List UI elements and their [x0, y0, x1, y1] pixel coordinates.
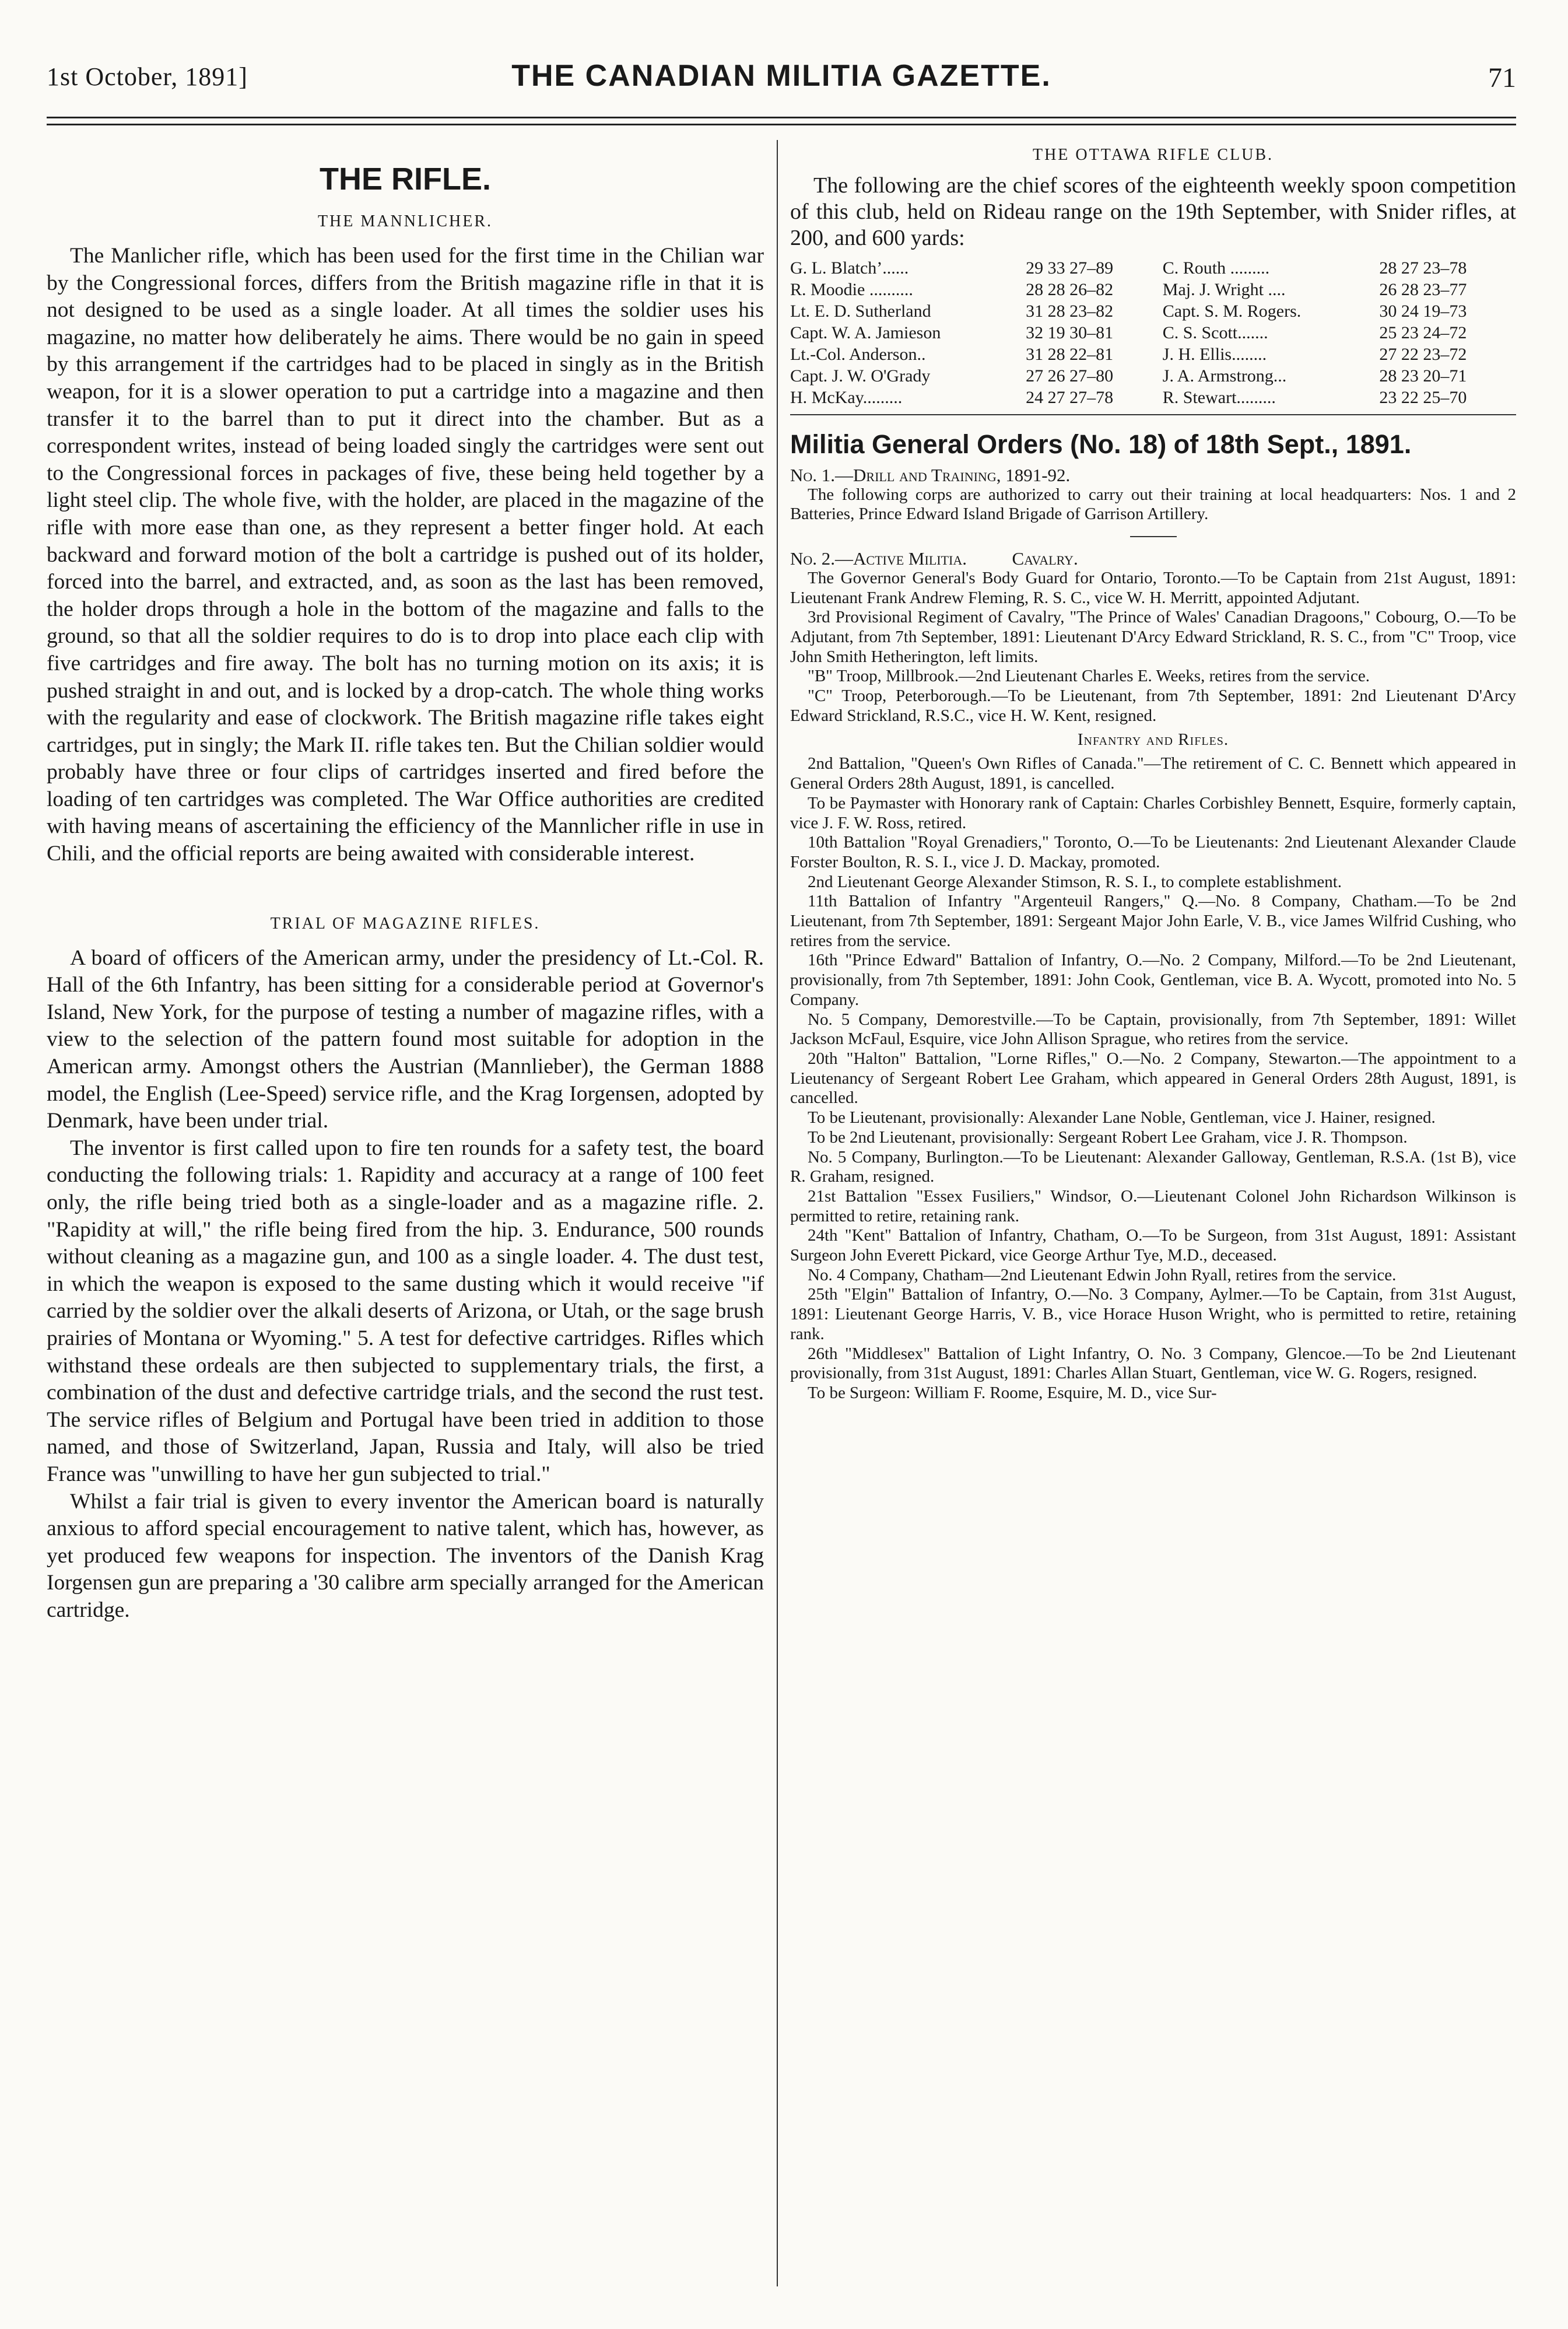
header-rule-bottom	[47, 124, 1516, 125]
infantry-order-entry: 25th "Elgin" Battalion of Infantry, O.—No. 3 Company, Aylmer.—To be Captain, from 31st August, 1891: Lieutenant George Harris, V. B., vice Horace Huson Wright, who is permitted to retire, retaining rank.	[790, 1285, 1516, 1343]
infantry-order-entry: 2nd Battalion, "Queen's Own Rifles of Canada."—The retirement of C. C. Bennett which appeared in General Orders 28th August, 1891, is cancelled.	[790, 754, 1516, 793]
shooter-name: J. A. Armstrong...	[1162, 366, 1287, 386]
infantry-heading: Infantry and Rifles.	[1077, 730, 1229, 750]
column-divider	[777, 140, 778, 2286]
shooter-name: C. Routh .........	[1162, 258, 1270, 278]
shooter-score: 28 23 20–71	[1379, 366, 1467, 386]
subheading-mannlicher: THE MANNLICHER.	[317, 212, 493, 230]
newspaper-title: THE CANADIAN MILITIA GAZETTE.	[511, 59, 1051, 93]
trial-paragraph-3: Whilst a fair trial is given to every inventor the American board is naturally anxious to afford special encouragement to native talent, which has, however, as yet produced few weapons for inspection. The inventors of the Danish Krag Iorgensen gun are preparing a '30 calibre arm specially arranged for the American cartridge.	[47, 1489, 764, 1622]
shooter-score: 27 26 27–80	[1026, 366, 1114, 386]
shooter-score: 27 22 23–72	[1379, 345, 1467, 364]
infantry-order-entry: No. 4 Company, Chatham—2nd Lieutenant Edwin John Ryall, retires from the service.	[808, 1265, 1397, 1284]
infantry-order-entry: 21st Battalion "Essex Fusiliers," Windsor, O.—Lieutenant Colonel John Richardson Wilkinson is permitted to retire, retaining rank.	[790, 1186, 1516, 1225]
scores-rule	[790, 414, 1516, 415]
infantry-order-entry: To be 2nd Lieutenant, provisionally: Sergeant Robert Lee Graham, vice J. R. Thompson.	[808, 1127, 1408, 1147]
club-title: THE OTTAWA RIFLE CLUB.	[1032, 146, 1274, 164]
infantry-order-entry: 10th Battalion "Royal Grenadiers," Toronto, O.—To be Lieutenants: 2nd Lieutenant Alexander Claude Forster Boulton, R. S. I., vice J. D. Mackay, promoted.	[790, 833, 1516, 871]
orders-title: Militia General Orders (No. 18) of 18th Sept., 1891.	[790, 429, 1412, 459]
page-header	[47, 47, 1516, 93]
section-gap	[47, 868, 764, 909]
shooter-score: 31 28 22–81	[1026, 345, 1114, 364]
score-row	[790, 300, 1516, 322]
short-rule	[1130, 536, 1177, 537]
order-1-heading: No. 1.—Drill and Training, 1891-92.	[790, 465, 1071, 485]
subheading-trial: TRIAL OF MAGAZINE RIFLES.	[270, 914, 541, 933]
order-2-heading: No. 2.—Active Militia. Cavalry.	[790, 548, 1078, 569]
order-2-entry: "C" Troop, Peterborough.—To be Lieutenant, from 7th September, 1891: 2nd Lieutenant D'Arcy Edward Strickland, R.S.C., vice H. W. Kent, resigned.	[790, 687, 1516, 725]
shooter-score: 30 24 19–73	[1379, 302, 1467, 321]
shooter-score: 23 22 25–70	[1379, 388, 1467, 407]
infantry-order-entry: 16th "Prince Edward" Battalion of Infantry, O.—No. 2 Company, Milford.—To be 2nd Lieutenant, provisionally, from 7th September, 1891: John Cook, Gentleman, vice B. A. Wycott, promoted into No. 5 Company.	[790, 951, 1516, 1009]
trial-paragraph-1: A board of officers of the American army, under the presidency of Lt.-Col. R. Hall of the 6th Infantry, has been sitting for a considerable period at Governor's Island, New York, for the purpose of testing a number of magazine rifles, with a view to the selection of the pattern found most suitable for adoption in the American army. Amongst others the Austrian (Mannlieber), the German 1888 model, the English (Lee-Speed) service rifle, and the Krag Iorgensen, adopted by Denmark, have been under trial.	[47, 945, 764, 1133]
shooter-score: 24 27 27–78	[1026, 388, 1114, 407]
article-title: THE RIFLE.	[320, 162, 491, 197]
shooter-name: Lt.-Col. Anderson..	[790, 345, 926, 364]
shooter-score: 26 28 23–77	[1379, 280, 1467, 299]
shooter-score: 29 33 27–89	[1026, 258, 1114, 278]
shooter-name: Capt. S. M. Rogers.	[1162, 302, 1302, 321]
scores-table	[790, 257, 1516, 408]
infantry-order-entry: 24th "Kent" Battalion of Infantry, Chatham, O.—To be Surgeon, from 31st August, 1891: Assistant Surgeon John Everett Pickard, vice George Arthur Tye, M.D., deceased.	[790, 1226, 1516, 1265]
shooter-score: 25 23 24–72	[1379, 323, 1467, 342]
order-1-text: The following corps are authorized to carry out their training at local headquarters: Nos. 1 and 2 Batteries, Prince Edward Island Brigade of Garrison Artillery.	[790, 485, 1516, 524]
order-2-entry: The Governor General's Body Guard for Ontario, Toronto.—To be Captain from 21st August, 1891: Lieutenant Frank Andrew Fleming, R. S. C., vice W. H. Merritt, appointed Adjutant.	[790, 568, 1516, 607]
infantry-order-entry: No. 5 Company, Demorestville.—To be Captain, provisionally, from 7th September, 1891: Willet Jackson McFaul, Esquire, vice John Allison Sprague, who retires from the service.	[790, 1010, 1516, 1049]
mannlicher-paragraph: The Manlicher rifle, which has been used for the first time in the Chilian war by the Congressional forces, differs from the British magazine rifle in that it is not designed to be used as a single loader. At all times the soldier uses his magazine, no matter how deliberately he aims. There would be no gain in speed by this arrangement if the cartridges had to be placed in singly as in the British weapon, for it is a slower operation to put a cartridge into a magazine and then transfer it to the barrel than to put it direct into the chamber. But as a correspondent writes, instead of being loaded singly the cartridges were sent out to the Congressional forces in packages of five, these being held together by a light steel clip. The whole five, with the holder, are placed in the magazine of the rifle with more ease than one, as they represent a better finger hold. At each backward and forward motion of the bolt a cartridge is pushed out of its holder, forced into the barrel, and extracted, and, as soon as the last has been removed, the holder drops through a hole in the bottom of the magazine and falls to the ground, so that all the soldier requires to do is to drop into place each clip with five cartridges and fire away. The bolt has no turning motion on its axis; it is pushed straight in and out, and is locked by a drop-catch. The whole thing works with the regularity and ease of clockwork. The British magazine rifle takes eight cartridges, put in singly; the Mark II. rifle takes ten. But the Chilian soldier would probably have three or four clips of cartridges inserted and fired before the loading of ten cartridges was completed. The War Office authorities are credited with having means of ascertaining the efficiency of the Mannlicher rifle in use in Chili, and the official reports are being awaited with considerable interest.	[47, 244, 764, 866]
left-column	[47, 157, 764, 1624]
infantry-order-entry: No. 5 Company, Burlington.—To be Lieutenant: Alexander Galloway, Gentleman, R.S.A. (1st B), vice R. Graham, resigned.	[790, 1147, 1516, 1186]
order-2-entry: 3rd Provisional Regiment of Cavalry, "The Prince of Wales' Canadian Dragoons," Cobourg, O.—To be Adjutant, from 7th September, 1891: Lieutenant D'Arcy Edward Strickland, R. S. C., from "C" Troop, vice John Smith Hetherington, left limits.	[790, 608, 1516, 666]
score-row	[790, 344, 1516, 365]
shooter-name: Lt. E. D. Sutherland	[790, 302, 931, 321]
infantry-order-entry: To be Surgeon: William F. Roome, Esquire, M. D., vice Sur-	[808, 1383, 1217, 1402]
page-number: 71	[1488, 62, 1516, 93]
infantry-orders	[790, 754, 1516, 1403]
shooter-name: C. S. Scott.......	[1162, 323, 1268, 342]
shooter-score: 28 28 26–82	[1026, 280, 1114, 299]
shooter-score: 28 27 23–78	[1379, 258, 1467, 278]
shooter-name: H. McKay.........	[790, 388, 903, 407]
shooter-name: Capt. W. A. Jamieson	[790, 323, 941, 342]
shooter-score: 32 19 30–81	[1026, 323, 1114, 342]
club-intro: The following are the chief scores of the eighteenth weekly spoon competition of this club, held on Rideau range on the 19th September, with Snider rifles, at 200, and 600 yards:	[790, 173, 1516, 250]
score-row	[790, 387, 1516, 408]
infantry-order-entry: 11th Battalion of Infantry "Argenteuil Rangers," Q.—No. 8 Company, Chatham.—To be 2nd Lieutenant, from 7th September, 1891: Sergeant Major John Earle, V. B., vice James Wilfrid Cushing, who retires from the service.	[790, 892, 1516, 950]
score-row	[790, 322, 1516, 344]
shooter-name: Maj. J. Wright ....	[1162, 280, 1286, 299]
shooter-name: R. Stewart.........	[1162, 388, 1276, 407]
shooter-name: G. L. Blatch’......	[790, 258, 909, 278]
right-column	[790, 146, 1516, 1403]
shooter-name: R. Moodie ..........	[790, 280, 913, 299]
infantry-order-entry: 2nd Lieutenant George Alexander Stimson, R. S. I., to complete establishment.	[808, 872, 1342, 891]
infantry-order-entry: 26th "Middlesex" Battalion of Light Infantry, O. No. 3 Company, Glencoe.—To be 2nd Lieutenant provisionally, from 31st August, 1891: Charles Allan Stuart, Gentleman, vice W. G. Rogers, resigned.	[790, 1344, 1516, 1383]
infantry-order-entry: To be Lieutenant, provisionally: Alexander Lane Noble, Gentleman, vice J. Hainer, resigned.	[808, 1108, 1436, 1127]
order-2-entry: "B" Troop, Millbrook.—2nd Lieutenant Charles E. Weeks, retires from the service.	[808, 667, 1370, 686]
infantry-order-entry: To be Paymaster with Honorary rank of Captain: Charles Corbishley Bennett, Esquire, formerly captain, vice J. F. W. Ross, retired.	[790, 793, 1516, 832]
score-row	[790, 279, 1516, 300]
infantry-order-entry: 20th "Halton" Battalion, "Lorne Rifles," O.—No. 2 Company, Stewarton.—The appointment to a Lieutenancy of Sergeant Robert Lee Graham, which appeared in General Orders 28th August, 1891, is cancelled.	[790, 1049, 1516, 1108]
score-row	[790, 365, 1516, 387]
issue-date: 1st October, 1891]	[47, 62, 248, 91]
score-row	[790, 257, 1516, 279]
header-rule-top	[47, 117, 1516, 118]
trial-paragraph-2: The inventor is first called upon to fire ten rounds for a safety test, the board conducting the following trials: 1. Rapidity and accuracy at a range of 100 feet only, the rifle being tried both as a single-loader and as a magazine rifle. 2. "Rapidity at will," the rifle being fired from the hip. 3. Endurance, 500 rounds without cleaning as a magazine gun, and 100 as a single loader. 4. The dust test, in which the weapon is exposed to the same dusting which it would receive "if carried by the soldier over the alkali deserts of Arizona, or Utah, or the sage brush prairies of Montana or Wyoming." 5. A test for defective cartridges. Rifles which withstand these ordeals are then subjected to supplementary trials, the first, a combination of the dust and defective cartridge trials, and the second the rust test. The service rifles of Belgium and Portugal have been tried in addition to those named, and those of Switzerland, Japan, Russia and Italy, will also be tried France was "unwilling to have her gun subjected to trial."	[47, 1136, 764, 1486]
shooter-name: J. H. Ellis........	[1162, 345, 1267, 364]
shooter-score: 31 28 23–82	[1026, 302, 1114, 321]
shooter-name: Capt. J. W. O'Grady	[790, 366, 931, 386]
